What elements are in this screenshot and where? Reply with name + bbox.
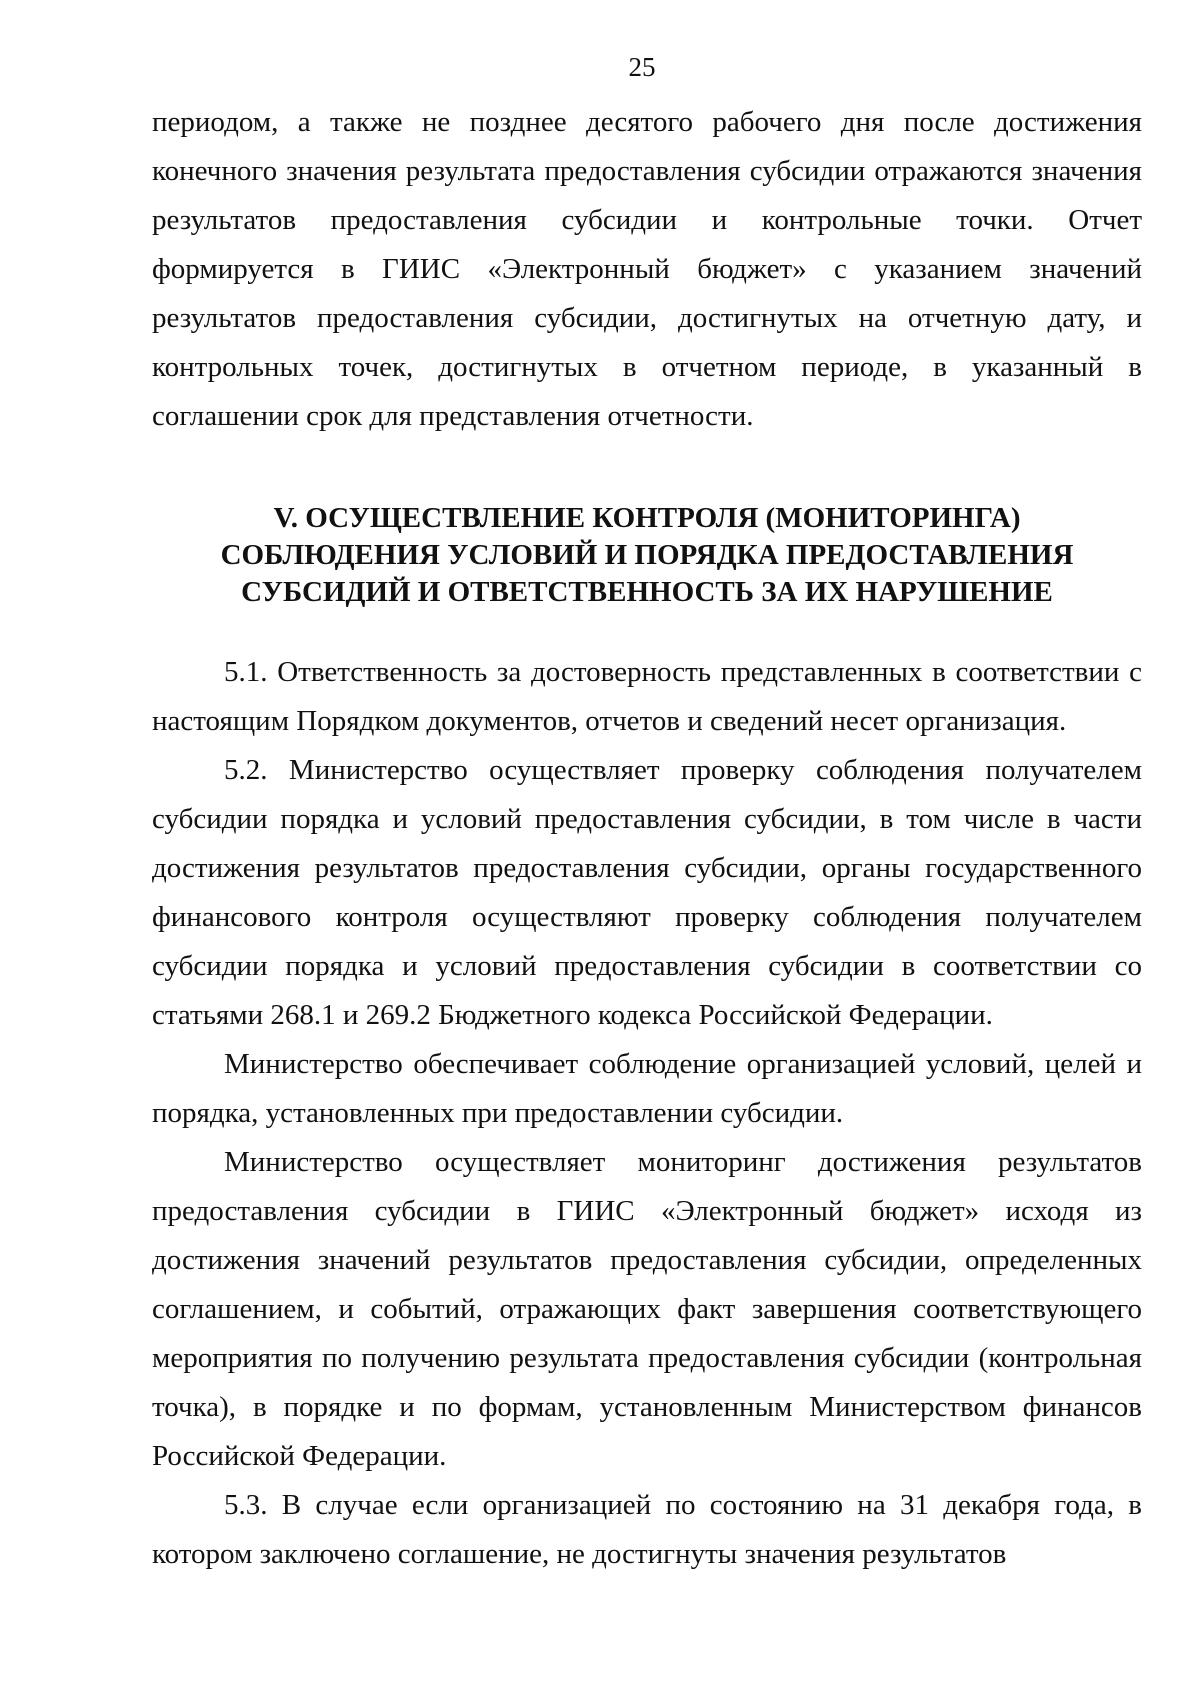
paragraph-5-2: 5.2. Министерство осуществляет проверку соблюдения получателем субсидии порядка и условий предоставления субсидии, в том числе в части достижения результатов предоставления субсидии, органы государственного финансового контроля осуществляют проверку соблюдения получателем субсидии порядка и условий предоставления субсидии в соответствии со статьями 268.1 и 269.2 Бюджетного кодекса Российской Федерации. <box>152 754 1142 1031</box>
section-body <box>152 648 1142 1579</box>
intro-paragraph: периодом, а также не позднее десятого рабочего дня после достижения конечного значения результата предоставления субсидии отражаются значения результатов предоставления субсидии и контрольные точки. Отчет формируется в ГИИС «Электронный бюджет» с указанием значений результатов предоставления субсидии, достигнутых на отчетную дату, и контрольных точек, достигнутых в отчетном периоде, в указанный в соглашении срок для представления отчетности. <box>152 106 1142 432</box>
paragraph-ministry-monitoring: Министерство осуществляет мониторинг достижения результатов предоставления субсидии в ГИИС «Электронный бюджет» исходя из достижения значений результатов предоставления субсидии, определенных соглашением, и событий, отражающих факт завершения соответствующего мероприятия по получению результата предоставления субсидии (контрольная точка), в порядке и по формам, установленным Министерством финансов Российской Федерации. <box>152 1146 1142 1472</box>
paragraph-5-3: 5.3. В случае если организацией по состоянию на 31 декабря года, в котором заключено соглашение, не достигнуты значения результатов <box>152 1489 1142 1570</box>
paragraph-5-1: 5.1. Ответственность за достоверность представленных в соответствии с настоящим Порядком документов, отчетов и сведений несет организация. <box>152 656 1142 737</box>
intro-text-block <box>152 98 1142 441</box>
page-number: 25 <box>628 52 656 82</box>
section-heading-line-1: V. ОСУЩЕСТВЛЕНИЕ КОНТРОЛЯ (МОНИТОРИНГА) <box>273 502 1021 534</box>
section-heading <box>152 500 1142 611</box>
section-heading-line-3: СУБСИДИЙ И ОТВЕТСТВЕННОСТЬ ЗА ИХ НАРУШЕНИЕ <box>241 576 1053 608</box>
section-heading-line-2: СОБЛЮДЕНИЯ УСЛОВИЙ И ПОРЯДКА ПРЕДОСТАВЛЕНИЯ <box>220 539 1074 571</box>
paragraph-ministry-ensures: Министерство обеспечивает соблюдение организацией условий, целей и порядка, установленных при предоставлении субсидии. <box>152 1048 1142 1129</box>
